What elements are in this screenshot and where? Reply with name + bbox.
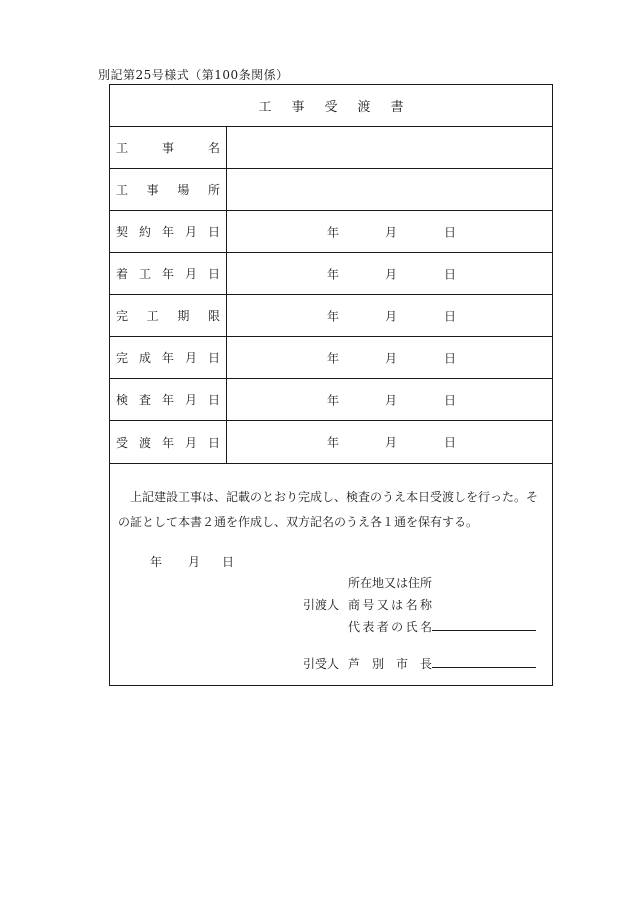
label-char: 市 (395, 657, 408, 671)
row-label (110, 379, 227, 420)
delivery-form (109, 84, 553, 686)
table-row (110, 295, 552, 337)
label-char: 月 (184, 267, 197, 281)
label-char: 約 (138, 225, 151, 239)
info-table (110, 127, 552, 464)
label-char: 検 (116, 393, 129, 407)
row-label (110, 169, 227, 210)
date-unit-year: 年 (327, 267, 340, 281)
receiver-signature-line[interactable] (432, 667, 536, 668)
date-unit-month: 月 (385, 351, 398, 365)
date-unit-month: 月 (385, 393, 398, 407)
label-char: 名 (207, 141, 220, 155)
row-label (110, 127, 227, 168)
label-char: 場 (177, 183, 190, 197)
table-row (110, 211, 552, 253)
representative-signature-line[interactable] (432, 630, 536, 631)
date-unit-year: 年 (327, 309, 340, 323)
label-char: は (391, 598, 404, 612)
label-char: 年 (161, 393, 174, 407)
label-char: 渡 (138, 435, 151, 450)
date-month: 月 (188, 555, 201, 569)
date-unit-month: 月 (385, 267, 398, 281)
deliverer-role: 引渡人 (303, 598, 340, 612)
label-char: 受 (116, 435, 129, 450)
label-char: 月 (184, 435, 197, 450)
label-char: 年 (161, 435, 174, 450)
row-label (110, 295, 227, 336)
table-row (110, 169, 552, 211)
date-unit-year: 年 (327, 351, 340, 365)
label-char: 商 (348, 598, 361, 612)
row-label (110, 421, 227, 463)
row-value-field[interactable] (227, 337, 552, 378)
form-reference: 別記第25号様式（第100条関係） (98, 68, 289, 82)
address-label: 所在地又は住所 (348, 576, 433, 590)
label-char: 期 (177, 309, 190, 323)
label-char: 完 (116, 351, 129, 365)
table-row (110, 337, 552, 379)
label-char: 名 (405, 598, 418, 612)
label-char: 工 (138, 267, 151, 281)
date-unit-day: 日 (444, 267, 457, 281)
label-char: 工 (116, 183, 129, 197)
trade-name-label (348, 596, 432, 613)
row-label (110, 253, 227, 294)
label-char: 事 (161, 141, 174, 155)
representative-label (348, 618, 432, 635)
label-char: 別 (371, 657, 384, 671)
label-char: 工 (146, 309, 159, 323)
label-char: 所 (207, 183, 220, 197)
row-value-field[interactable] (227, 253, 552, 294)
date-unit-day: 日 (444, 309, 457, 323)
label-char: 完 (116, 309, 129, 323)
label-char: 又 (376, 598, 389, 612)
label-char: 日 (207, 225, 220, 239)
date-day: 日 (222, 555, 235, 569)
date-unit-month: 月 (385, 309, 398, 323)
label-char: 芦 (348, 657, 361, 671)
label-char: 限 (207, 309, 220, 323)
date-unit-day: 日 (444, 351, 457, 365)
label-char: 月 (184, 225, 197, 239)
form-title: 工事受渡書 (110, 85, 552, 127)
receiver-name (348, 655, 432, 672)
row-value-field[interactable] (227, 169, 552, 210)
label-char: 氏 (405, 620, 418, 634)
label-char: の (391, 620, 404, 634)
label-char: 者 (376, 620, 389, 634)
label-char: 称 (419, 598, 432, 612)
label-char: 月 (184, 393, 197, 407)
label-char: 査 (138, 393, 151, 407)
label-char: 日 (207, 435, 220, 450)
label-char: 日 (207, 393, 220, 407)
table-row (110, 379, 552, 421)
row-value-field[interactable] (227, 421, 552, 463)
label-char: 名 (419, 620, 432, 634)
date-unit-year: 年 (327, 435, 340, 450)
row-value-field[interactable] (227, 127, 552, 168)
row-label (110, 337, 227, 378)
label-char: 表 (362, 620, 375, 634)
row-value-field[interactable] (227, 295, 552, 336)
label-char: 契 (116, 225, 129, 239)
table-row (110, 421, 552, 464)
label-char: 長 (419, 657, 432, 671)
date-unit-month: 月 (385, 225, 398, 239)
label-char: 日 (207, 267, 220, 281)
label-char: 年 (161, 267, 174, 281)
row-label (110, 211, 227, 252)
date-unit-day: 日 (444, 225, 457, 239)
table-row (110, 127, 552, 169)
label-char: 成 (138, 351, 151, 365)
label-char: 代 (348, 620, 361, 634)
date-unit-year: 年 (327, 393, 340, 407)
label-char: 工 (116, 141, 129, 155)
date-unit-day: 日 (444, 435, 457, 450)
label-char: 着 (116, 267, 129, 281)
date-unit-month: 月 (385, 435, 398, 450)
row-value-field[interactable] (227, 211, 552, 252)
receiver-role: 引受人 (303, 657, 340, 671)
row-value-field[interactable] (227, 379, 552, 420)
date-unit-year: 年 (327, 225, 340, 239)
label-char: 年 (161, 225, 174, 239)
table-row (110, 253, 552, 295)
label-char: 日 (207, 351, 220, 365)
date-unit-day: 日 (444, 393, 457, 407)
label-char: 事 (146, 183, 159, 197)
date-year: 年 (150, 555, 163, 569)
label-char: 年 (161, 351, 174, 365)
label-char: 号 (362, 598, 375, 612)
statement-text: 上記建設工事は、記載のとおり完成し、検査のうえ本日受渡しを行った。その証として本書２通を作成し、双方記名のうえ各１通を保有する。 (118, 490, 539, 529)
label-char: 月 (184, 351, 197, 365)
